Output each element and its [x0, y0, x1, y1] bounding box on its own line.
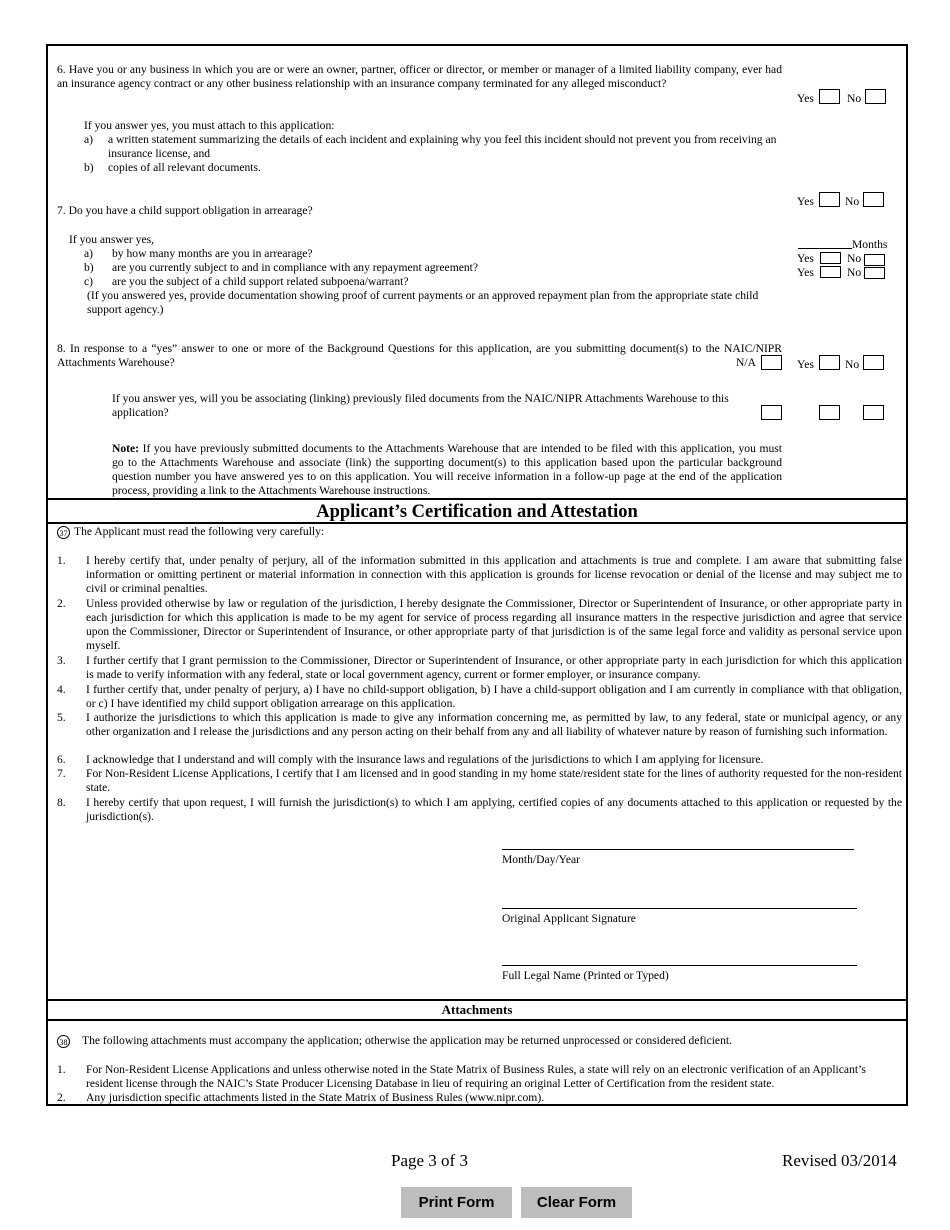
- q7-b-yes-label: Yes: [797, 252, 814, 265]
- q7-c-text: are you the subject of a child support related subpoena/warrant?: [112, 275, 409, 288]
- q7-c-yes-checkbox[interactable]: [820, 266, 841, 278]
- q6-yes-checkbox[interactable]: [819, 89, 840, 104]
- q7-no-checkbox[interactable]: [863, 192, 884, 207]
- revised-date: Revised 03/2014: [782, 1151, 897, 1170]
- cert-item: [57, 711, 902, 739]
- q8-no-label: No: [845, 358, 860, 371]
- q7-c-no-label: No: [847, 266, 862, 279]
- q6-item-b: copies of all relevant documents.: [108, 161, 261, 174]
- cert-item-text: I authorize the jurisdictions to which this application is made to give any information concerning me, as permitted by law, to any federal, state or municipal agency, or any other organization and I release the jurisdictions and any person acting on their behalf from any and all liability of whatever nature by reason of furnishing such information.: [86, 711, 902, 738]
- q6-item-b-marker: b): [84, 161, 94, 174]
- cert-item-number: 5.: [57, 711, 66, 724]
- attachment-item: [57, 1063, 902, 1091]
- q7-b-yes-checkbox[interactable]: [820, 252, 841, 264]
- q6-yes-label: Yes: [797, 92, 814, 105]
- cert-item-number: 4.: [57, 683, 66, 696]
- q7-a-marker: a): [84, 247, 94, 260]
- q6-question: 6. Have you or any business in which you are or were an owner, partner, officer or director, or member or manager of a limited liability company, ever had an insurance agency contract or any other business relationship with an insurance company terminated for any alleged misconduct?: [57, 63, 782, 90]
- cert-item-text: I further certify that I grant permission to the Commissioner, Director or Superintendent of Insurance, or other appropriate party in each jurisdiction for which this application is made to verify information with any federal, state or local government agency, current or former employer, or insurance company.: [86, 654, 902, 681]
- q6-item-a-marker: a): [84, 133, 94, 146]
- page-number: Page 3 of 3: [391, 1151, 468, 1170]
- q8-note: [112, 442, 782, 498]
- cert-item-text: I hereby certify that upon request, I will furnish the jurisdiction(s) to which I am applying, certified copies of any documents attached to this application or requested by the jurisdiction(s).: [86, 796, 902, 823]
- q8-na-checkbox[interactable]: [761, 355, 782, 370]
- cert-item-text: For Non-Resident License Applications, I certify that I am licensed and in good standing in my home state/resident state for the lines of authority requested for the non-resident state.: [86, 767, 902, 794]
- cert-item: [57, 796, 902, 824]
- q6-instruction: If you answer yes, you must attach to this application:: [84, 119, 335, 132]
- q7-b-marker: b): [84, 261, 94, 274]
- section-divider: [48, 522, 906, 524]
- attachment-item-text: Any jurisdiction specific attachments listed in the State Matrix of Business Rules (www.nipr.com).: [86, 1091, 545, 1104]
- q7-yes-checkbox[interactable]: [819, 192, 840, 207]
- section-divider: [48, 498, 906, 500]
- q7-intro: If you answer yes,: [69, 233, 154, 246]
- cert-item-text: I further certify that, under penalty of perjury, a) I have no child-support obligation, b) I have a child-support obligation and I am currently in compliance with that obligation, or c) I have identified my child support obligation arrearage on this application.: [86, 683, 902, 710]
- cert-item-number: 2.: [57, 597, 66, 610]
- print-form-button[interactable]: Print Form: [401, 1187, 512, 1218]
- attachments-title: Attachments: [441, 1002, 513, 1017]
- certification-intro: [57, 525, 324, 539]
- q8-note-label: Note:: [112, 442, 140, 455]
- section-divider: [48, 999, 906, 1001]
- q7-months-label: Months: [852, 238, 888, 251]
- q7-months-input[interactable]: [798, 248, 852, 249]
- cert-item-text: I acknowledge that I understand and will comply with the insurance laws and regulations of the jurisdictions to which I am applying for licensure.: [86, 753, 764, 766]
- signature-field[interactable]: [502, 908, 857, 909]
- certification-intro-text: The Applicant must read the following very carefully:: [74, 525, 325, 538]
- q7-b-text: are you currently subject to and in compliance with any repayment agreement?: [112, 261, 479, 274]
- attachments-intro-text: The following attachments must accompany the application; otherwise the application may be returned unprocessed or considered deficient.: [82, 1034, 732, 1047]
- cert-item-number: 7.: [57, 767, 66, 780]
- attachment-item-number: 1.: [57, 1063, 66, 1076]
- attachment-item-text: For Non-Resident License Applications and unless otherwise noted in the State Matrix of Business Rules, a state will rely on an electronic verification of an Applicant’s resident license through the NAIC’s State Producer Licensing Database in lieu of requiring an original Letter of Certification from the resident state.: [86, 1063, 866, 1090]
- cert-item: [57, 683, 902, 711]
- q8-yes-checkbox[interactable]: [819, 355, 840, 370]
- q8-no-checkbox[interactable]: [863, 355, 884, 370]
- q8-na-label: N/A: [736, 356, 756, 369]
- item-38-marker: 38: [57, 1035, 70, 1048]
- q7-question: 7. Do you have a child support obligation in arrearage?: [57, 204, 313, 217]
- cert-item: [57, 554, 902, 596]
- cert-item: [57, 654, 902, 682]
- form-frame: [46, 44, 908, 1106]
- date-label: Month/Day/Year: [502, 853, 581, 866]
- q7-yes-label: Yes: [797, 195, 814, 208]
- q8-followup-yes-checkbox[interactable]: [819, 405, 840, 420]
- cert-item: [57, 767, 902, 795]
- q7-c-marker: c): [84, 275, 94, 288]
- q7-c-yes-label: Yes: [797, 266, 814, 279]
- q8-followup-no-checkbox[interactable]: [863, 405, 884, 420]
- q7-note: (If you answered yes, provide documentation showing proof of current payments or an approved repayment plan from the appropriate state child support agency.): [87, 289, 759, 316]
- attachment-item-number: 2.: [57, 1091, 66, 1104]
- signature-label: Original Applicant Signature: [502, 912, 636, 925]
- item-37-marker: 37: [57, 526, 70, 539]
- full-name-field[interactable]: [502, 965, 857, 966]
- certification-title: Applicant’s Certification and Attestation: [316, 502, 638, 522]
- cert-item-number: 1.: [57, 554, 66, 567]
- cert-item-number: 8.: [57, 796, 66, 809]
- clear-form-button[interactable]: Clear Form: [521, 1187, 632, 1218]
- q6-no-label: No: [847, 92, 862, 105]
- q7-b-no-label: No: [847, 252, 862, 265]
- q7-c-no-checkbox[interactable]: [864, 267, 885, 279]
- q7-no-label: No: [845, 195, 860, 208]
- attachment-item: [57, 1091, 902, 1105]
- q8-followup: If you answer yes, will you be associating (linking) previously filed documents from the NAIC/NIPR Attachments Warehouse to this application?: [112, 392, 729, 419]
- cert-item: [57, 597, 902, 653]
- q8-question: 8. In response to a “yes” answer to one or more of the Background Questions for this application, are you submitting document(s) to the NAIC/NIPR Attachments Warehouse?: [57, 342, 782, 369]
- q7-a-text: by how many months are you in arrearage?: [112, 247, 313, 260]
- section-divider: [48, 1019, 906, 1021]
- q8-followup-na-checkbox[interactable]: [761, 405, 782, 420]
- full-name-label: Full Legal Name (Printed or Typed): [502, 969, 669, 982]
- cert-item-number: 3.: [57, 654, 66, 667]
- cert-item-number: 6.: [57, 753, 66, 766]
- cert-item: [57, 753, 902, 767]
- q6-item-a: a written statement summarizing the details of each incident and explaining why you feel this incident should not prevent you from receiving an insurance license, and: [108, 133, 777, 160]
- cert-item-text: I hereby certify that, under penalty of perjury, all of the information submitted in this application and attachments is true and complete. I am aware that submitting false information or omitting pertinent or material information in connection with this application is grounds for license revocation or denial of the license and may subject me to civil or criminal penalties.: [86, 554, 902, 595]
- attachments-intro: [57, 1034, 732, 1048]
- q8-yes-label: Yes: [797, 358, 814, 371]
- q8-note-text: If you have previously submitted documents to the Attachments Warehouse that are intended to be filed with this application, you must go to the Attachments Warehouse and associate (link) the supporting document(s) to this application based upon the particular background question number you have answered yes to on this application. You will receive information in a follow-up page at the end of the application process, providing a link to the Attachments Warehouse instructions.: [112, 442, 782, 497]
- q6-no-checkbox[interactable]: [865, 89, 886, 104]
- date-field[interactable]: [502, 849, 854, 850]
- q7-b-no-checkbox[interactable]: [864, 254, 885, 266]
- cert-item-text: Unless provided otherwise by law or regulation of the jurisdiction, I hereby designate the Commissioner, Director or Superintendent of Insurance, or other appropriate party in each jurisdiction for which this application is made to be my agent for service of process regarding all insurance matters in the respective jurisdiction and agree that service upon the Commissioner, Director or Superintendent of Insurance, or other appropriate party of that jurisdiction is of the same legal force and validity as personal service upon myself.: [86, 597, 902, 652]
